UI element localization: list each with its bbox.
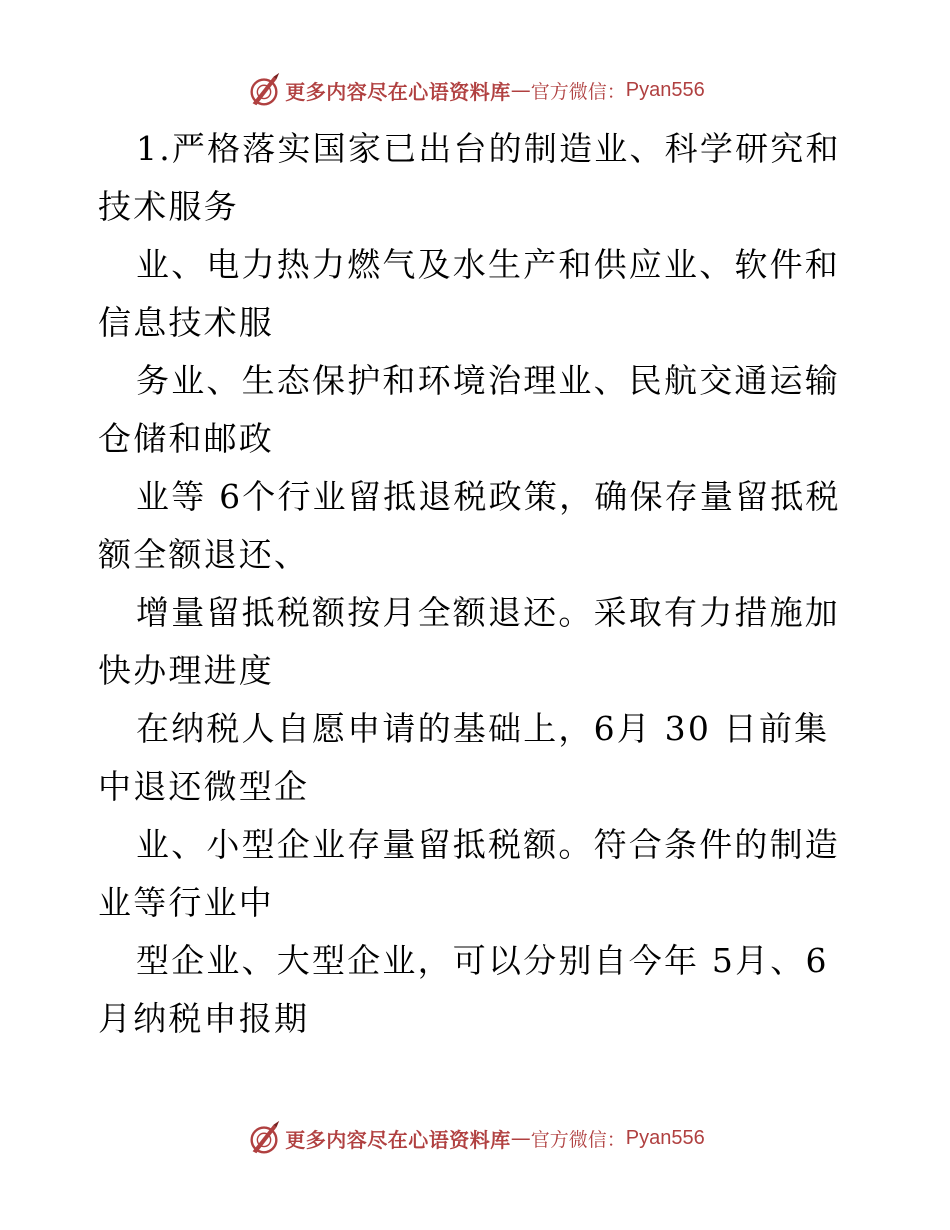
quill-logo-icon xyxy=(245,1119,283,1157)
watermark-label: 官方微信： xyxy=(530,1128,626,1151)
quill-logo-icon xyxy=(245,71,283,109)
watermark-separator: — xyxy=(510,78,531,102)
paragraph-8: 型企业、大型企业，可以分别自今年 5月、6月纳税申报期 xyxy=(98,941,829,1038)
watermark-text: 更多内容尽在心语资料库 xyxy=(285,1127,511,1152)
watermark-label: 官方微信： xyxy=(530,80,626,103)
watermark-text: 更多内容尽在心语资料库 xyxy=(285,79,511,104)
watermark-wechat-id: Pyan556 xyxy=(625,78,705,101)
paragraph-6: 在纳税人自愿申请的基础上，6月 30 日前集中退还微型企 xyxy=(98,709,830,806)
paragraph-7: 业、小型企业存量留抵税额。符合条件的制造业等行业中 xyxy=(98,825,840,922)
watermark-separator: — xyxy=(510,1126,531,1150)
paragraph-2: 业、电力热力燃气及水生产和供应业、软件和信息技术服 xyxy=(98,245,840,342)
watermark-wechat-id: Pyan556 xyxy=(625,1126,705,1149)
document-body xyxy=(98,120,858,1048)
paragraph-1: 1.严格落实国家已出台的制造业、科学研究和技术服务 xyxy=(98,129,841,226)
footer-watermark xyxy=(0,1118,950,1158)
paragraph-5: 增量留抵税额按月全额退还。采取有力措施加快办理进度 xyxy=(98,593,840,690)
paragraph-3: 务业、生态保护和环境治理业、民航交通运输仓储和邮政 xyxy=(98,361,840,458)
header-watermark xyxy=(0,70,950,110)
paragraph-4: 业等 6个行业留抵退税政策，确保存量留抵税额全额退还、 xyxy=(98,477,841,574)
